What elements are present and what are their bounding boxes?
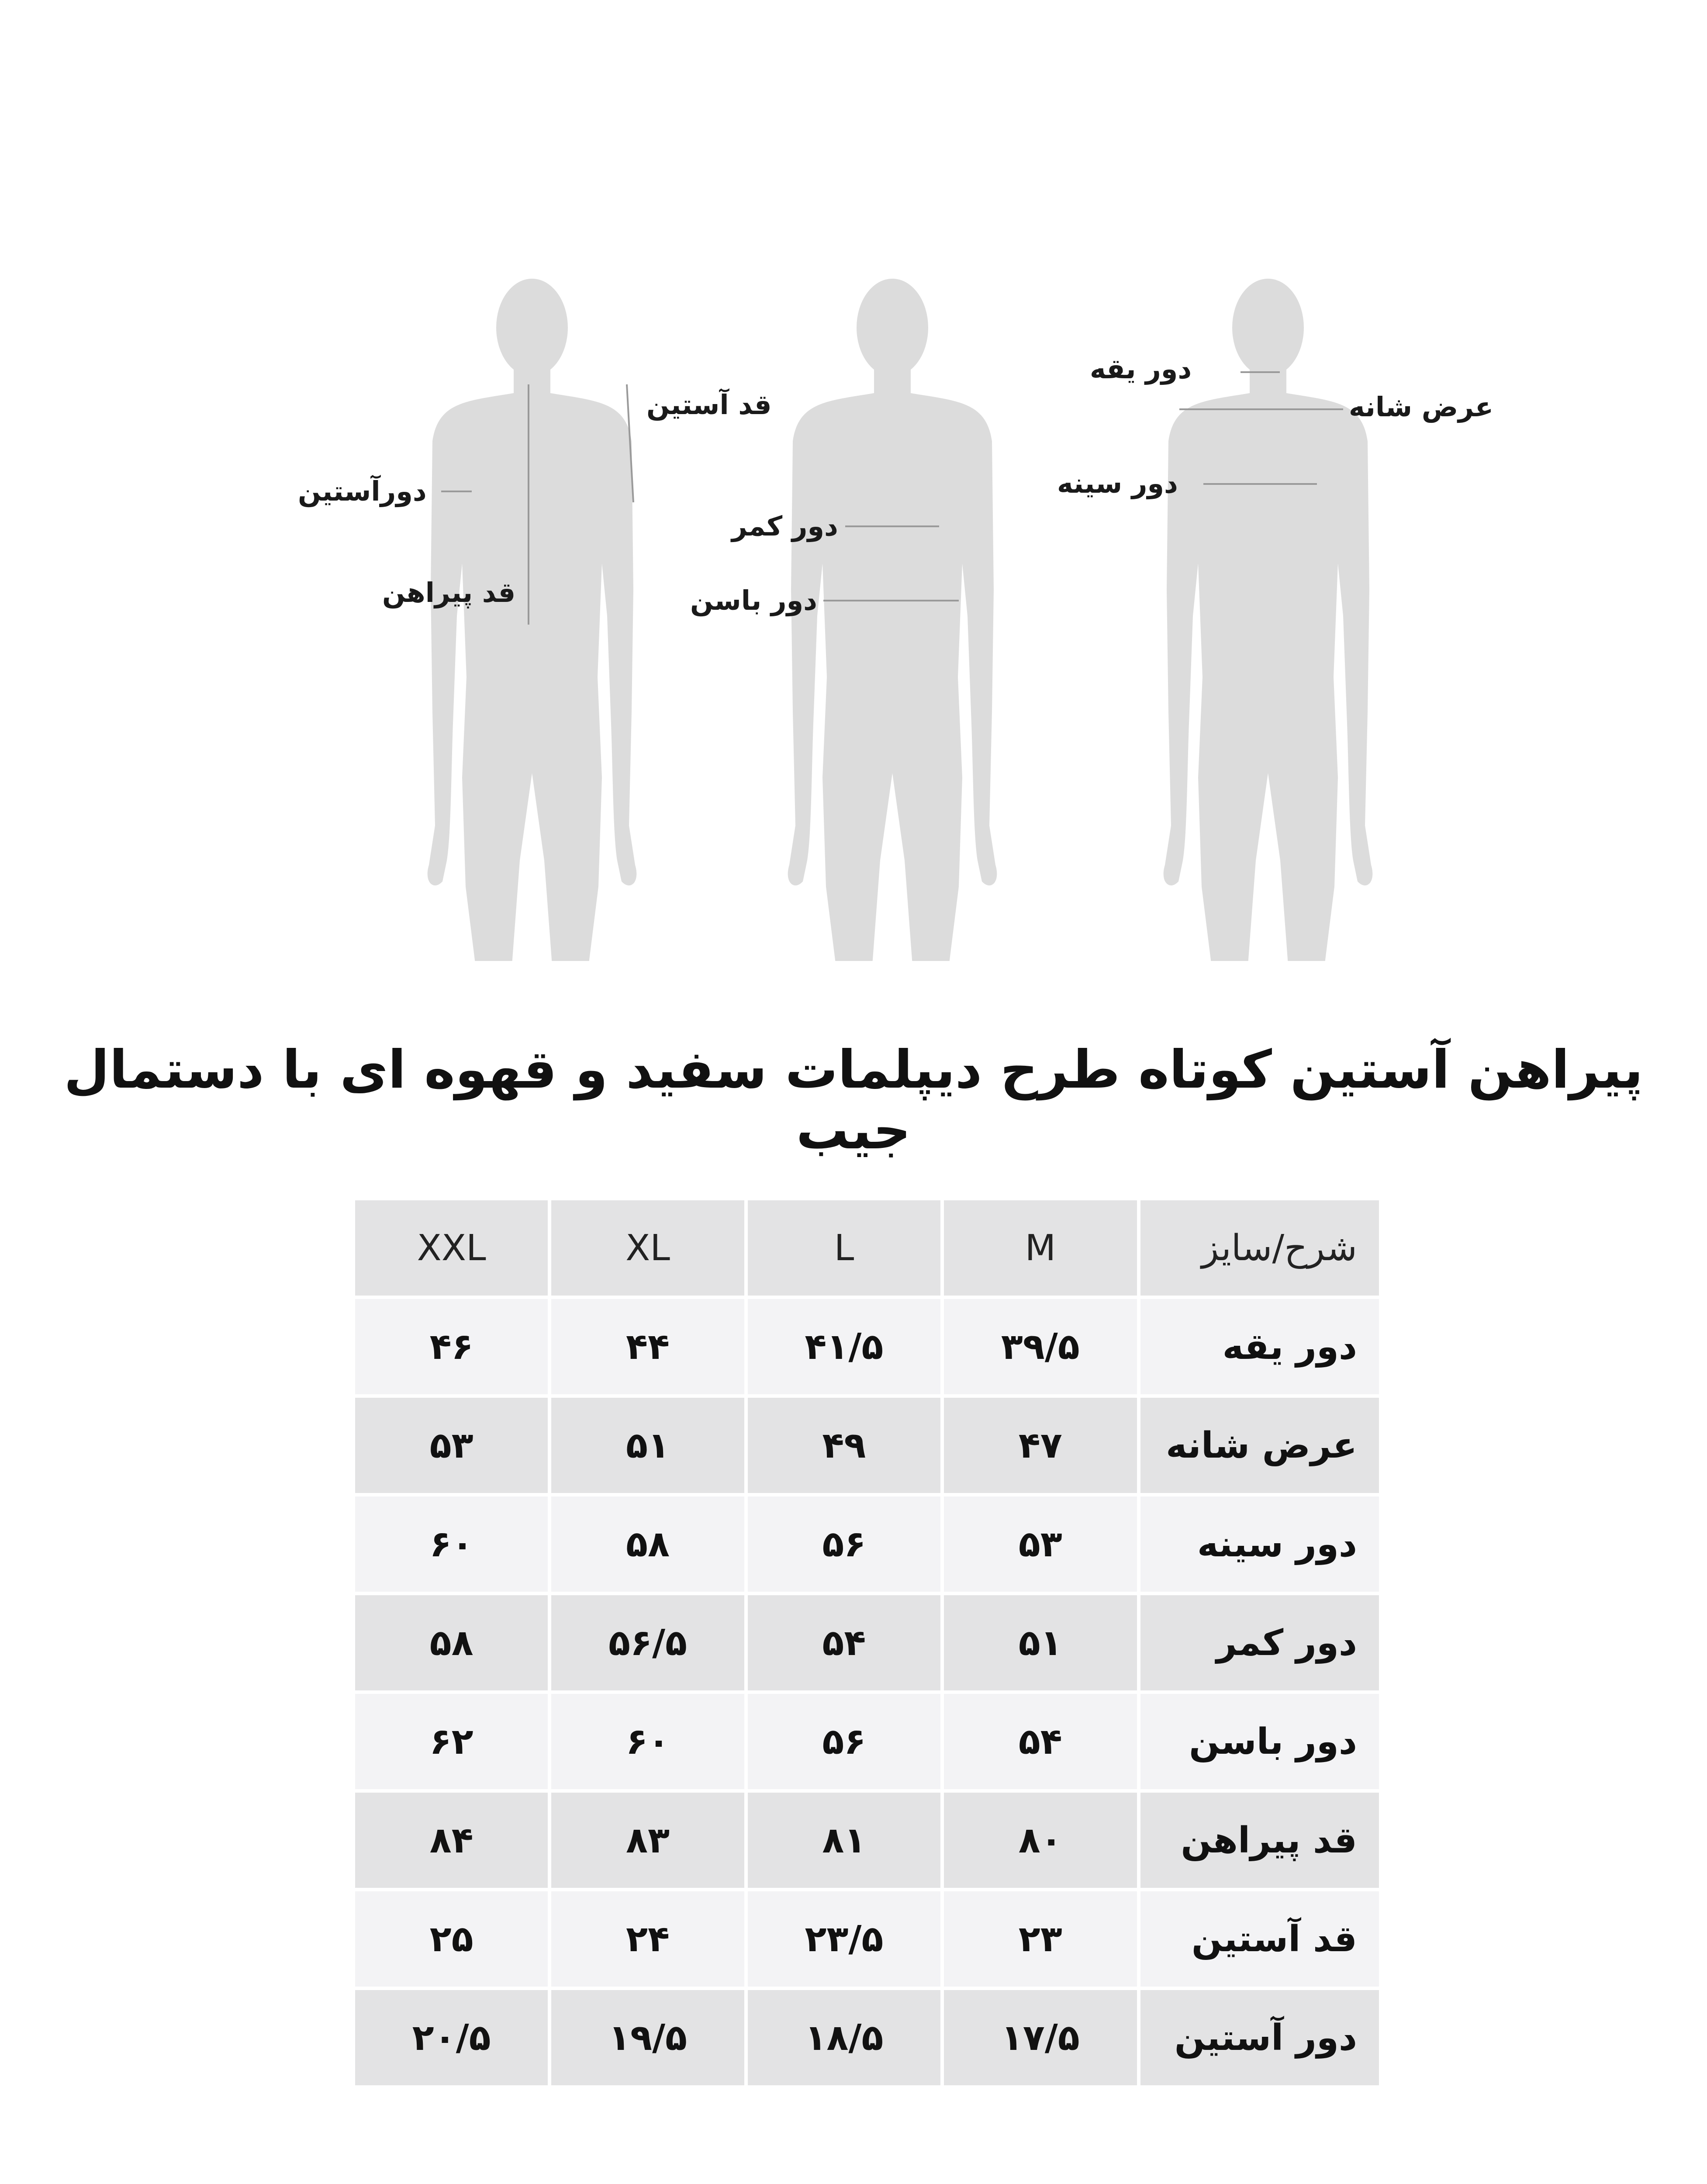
table-cell: ۲۳/۵ xyxy=(748,1891,940,1987)
table-cell: ۸۳ xyxy=(551,1793,744,1888)
table-cell: ۲۳ xyxy=(944,1891,1137,1987)
label-shirt-length: قد پیراهن xyxy=(382,577,516,608)
size-table xyxy=(352,1197,1382,2089)
table-cell: ۵۱ xyxy=(551,1398,744,1493)
table-row xyxy=(355,1990,1379,2085)
label-waist: دور کمر xyxy=(732,510,838,542)
side-silhouette xyxy=(788,279,997,961)
row-label: دور باسن xyxy=(1140,1694,1379,1789)
product-title: پیراهن آستین کوتاه طرح دیپلمات سفید و قهوه ای با دستمال جیب xyxy=(64,1040,1643,1161)
table-cell: ۸۴ xyxy=(355,1793,548,1888)
row-label: قد پیراهن xyxy=(1140,1793,1379,1888)
back-silhouette xyxy=(428,279,637,961)
row-label: قد آستین xyxy=(1140,1891,1379,1987)
row-label: دور کمر xyxy=(1140,1595,1379,1690)
table-cell: ۶۲ xyxy=(355,1694,548,1789)
table-cell: ۸۱ xyxy=(748,1793,940,1888)
label-shoulder: عرض شانه xyxy=(1349,391,1494,423)
row-label: دور یقه xyxy=(1140,1299,1379,1394)
label-sleeve-length: قد آستین xyxy=(646,389,772,421)
table-row xyxy=(355,1299,1379,1394)
row-label: دور سینه xyxy=(1140,1496,1379,1592)
header-size-xl: XL xyxy=(551,1200,744,1296)
table-cell: ۲۵ xyxy=(355,1891,548,1987)
table-row xyxy=(355,1694,1379,1789)
table-cell: ۳۹/۵ xyxy=(944,1299,1137,1394)
table-cell: ۵۸ xyxy=(551,1496,744,1592)
table-cell: ۵۳ xyxy=(944,1496,1137,1592)
body-measurement-figures xyxy=(0,0,1707,961)
table-cell: ۵۱ xyxy=(944,1595,1137,1690)
table-row xyxy=(355,1398,1379,1493)
table-cell: ۵۶/۵ xyxy=(551,1595,744,1690)
table-cell: ۵۶ xyxy=(748,1496,940,1592)
table-cell: ۶۰ xyxy=(355,1496,548,1592)
header-description: شرح/سایز xyxy=(1140,1200,1379,1296)
label-sleeve-circumference: دورآستین xyxy=(298,475,427,507)
table-cell: ۴۴ xyxy=(551,1299,744,1394)
table-cell: ۴۷ xyxy=(944,1398,1137,1493)
table-cell: ۲۰/۵ xyxy=(355,1990,548,2085)
table-cell: ۱۷/۵ xyxy=(944,1990,1137,2085)
label-collar: دور یقه xyxy=(1090,353,1192,385)
table-cell: ۵۸ xyxy=(355,1595,548,1690)
front-silhouette xyxy=(1164,279,1373,961)
table-cell: ۵۶ xyxy=(748,1694,940,1789)
header-size-xxl: XXL xyxy=(355,1200,548,1296)
table-cell: ۵۴ xyxy=(944,1694,1137,1789)
table-row xyxy=(355,1595,1379,1690)
table-row xyxy=(355,1496,1379,1592)
table-cell: ۱۹/۵ xyxy=(551,1990,744,2085)
silhouettes-svg xyxy=(0,0,1707,961)
row-label: عرض شانه xyxy=(1140,1398,1379,1493)
table-cell: ۴۶ xyxy=(355,1299,548,1394)
table-cell: ۱۸/۵ xyxy=(748,1990,940,2085)
label-chest: دور سینه xyxy=(1057,467,1178,499)
table-cell: ۲۴ xyxy=(551,1891,744,1987)
row-label: دور آستین xyxy=(1140,1990,1379,2085)
table-row xyxy=(355,1793,1379,1888)
table-row xyxy=(355,1891,1379,1987)
table-cell: ۴۹ xyxy=(748,1398,940,1493)
header-size-m: M xyxy=(944,1200,1137,1296)
table-cell: ۸۰ xyxy=(944,1793,1137,1888)
header-size-l: L xyxy=(748,1200,940,1296)
label-hip: دور باسن xyxy=(690,584,817,616)
table-cell: ۴۱/۵ xyxy=(748,1299,940,1394)
table-header-row xyxy=(355,1200,1379,1296)
table-cell: ۶۰ xyxy=(551,1694,744,1789)
table-cell: ۵۴ xyxy=(748,1595,940,1690)
table-cell: ۵۳ xyxy=(355,1398,548,1493)
